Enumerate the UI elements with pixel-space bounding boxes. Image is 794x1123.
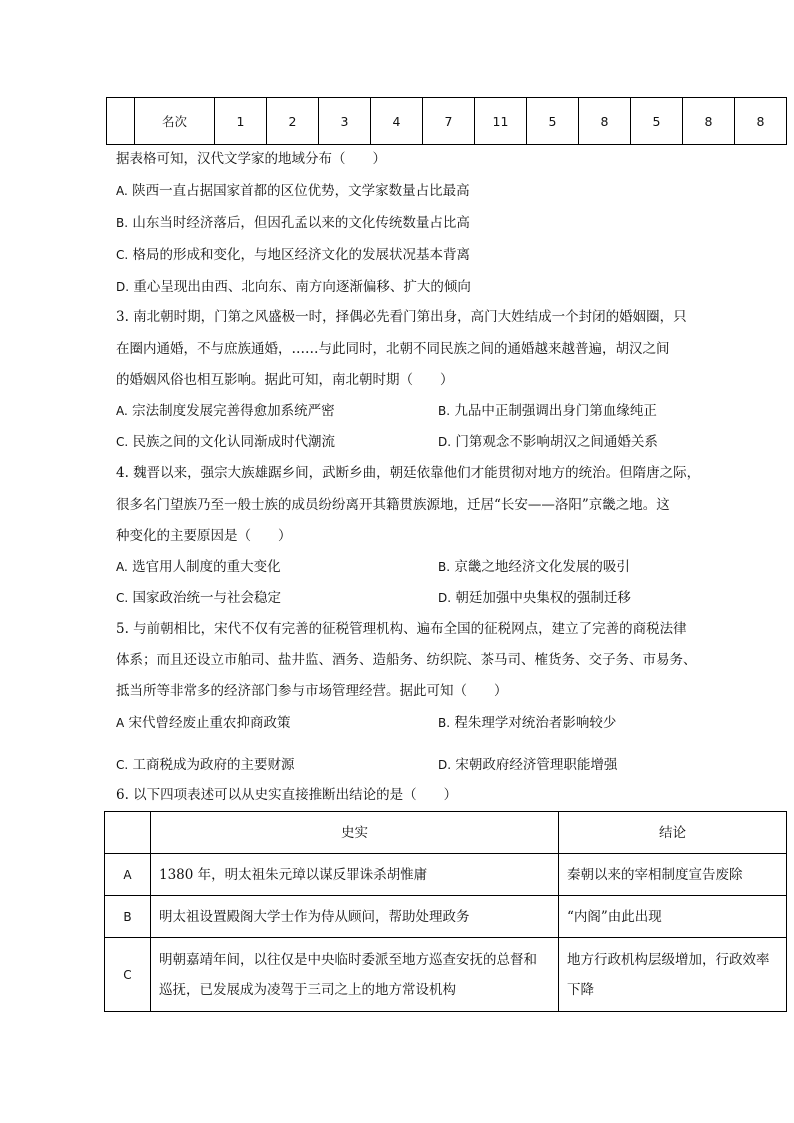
q3-option-b[interactable] <box>438 402 657 420</box>
option-text: 程朱理学对统治者影响较少 <box>454 715 617 731</box>
q4-stem-line: 很多名门望族乃至一般士族的成员纷纷离开其籍贯族源地，迁居“长安——洛阳”京畿之地。这 <box>116 497 670 513</box>
option-text: 宋代曾经废止重农抑商政策 <box>128 715 291 731</box>
option-text: 国家政治统一与社会稳定 <box>132 590 281 606</box>
option-text: 门第观念不影响胡汉之间通婚关系 <box>455 434 658 450</box>
q4-option-c[interactable] <box>116 589 281 607</box>
q5-option-b[interactable] <box>438 714 616 732</box>
q3-option-d[interactable] <box>438 433 658 451</box>
table-cell-empty <box>105 812 151 854</box>
option-text: 京畿之地经济文化发展的吸引 <box>454 559 630 575</box>
row-key: C <box>105 938 151 1012</box>
option-letter: C. <box>116 591 129 605</box>
option-text: 宗法制度发展完善得愈加系统严密 <box>132 403 335 419</box>
table-header-row <box>105 812 787 854</box>
rank-label: 名次 <box>135 98 215 145</box>
option-text: 宋朝政府经济管理职能增强 <box>455 757 618 773</box>
option-text: 陕西一直占据国家首都的区位优势，文学家数量占比最高 <box>132 183 470 199</box>
rank-value: 5 <box>631 98 683 145</box>
rank-value: 8 <box>579 98 631 145</box>
q2-stem: 据表格可知，汉代文学家的地域分布（ ） <box>116 151 386 167</box>
rank-value: 11 <box>475 98 527 145</box>
option-letter: B. <box>438 716 451 730</box>
row-conclusion: “内阁”由此出现 <box>559 896 787 938</box>
row-conclusion-line: 下降 <box>567 981 594 998</box>
rank-value: 1 <box>215 98 267 145</box>
header-fact: 史实 <box>151 812 559 854</box>
q5-option-c[interactable] <box>116 756 295 774</box>
option-letter: D. <box>438 435 452 449</box>
option-letter: C. <box>116 435 129 449</box>
q2-option-c[interactable] <box>116 246 470 264</box>
row-conclusion <box>559 938 787 1012</box>
table-row[interactable] <box>105 896 787 938</box>
q4-stem-line: 4. 魏晋以来，强宗大族雄踞乡间，武断乡曲，朝廷依靠他们才能贯彻对地方的统治。但隋唐之际， <box>116 465 701 481</box>
rank-value: 2 <box>267 98 319 145</box>
option-letter: B. <box>116 216 129 230</box>
q5-stem-line: 5. 与前朝相比，宋代不仅有完善的征税管理机构、遍布全国的征税网点，建立了完善的商税法律 <box>116 621 687 637</box>
row-conclusion-line: 地方行政机构层级增加，行政效率 <box>567 951 770 968</box>
rank-value: 4 <box>371 98 423 145</box>
q2-option-a[interactable] <box>116 182 470 200</box>
option-letter: C. <box>116 758 129 772</box>
q3-stem-line: 3. 南北朝时期，门第之风盛极一时，择偶必先看门第出身，高门大姓结成一个封闭的婚姻圈，只 <box>116 309 687 325</box>
rank-value: 8 <box>683 98 735 145</box>
row-fact: 明太祖设置殿阁大学士作为侍从顾问，帮助处理政务 <box>151 896 559 938</box>
q4-stem-line: 种变化的主要原因是（ ） <box>116 528 292 544</box>
row-fact-line: 明朝嘉靖年间，以往仅是中央临时委派至地方巡查安抚的总督和 <box>159 951 537 968</box>
q3-stem-line: 的婚姻风俗也相互影响。据此可知，南北朝时期（ ） <box>116 372 454 388</box>
option-letter: B. <box>438 404 451 418</box>
table-cell-empty <box>107 98 135 145</box>
option-letter: C. <box>116 248 129 262</box>
q4-option-b[interactable] <box>438 558 630 576</box>
row-key: A <box>105 854 151 896</box>
q6-table <box>104 811 787 1012</box>
rank-value: 7 <box>423 98 475 145</box>
q3-option-a[interactable] <box>116 402 335 420</box>
option-letter: A. <box>116 560 128 574</box>
rank-value: 3 <box>319 98 371 145</box>
rank-value: 8 <box>735 98 787 145</box>
option-letter: D. <box>116 280 130 294</box>
q5-option-a[interactable] <box>116 714 291 732</box>
option-letter: B. <box>438 560 451 574</box>
option-letter: A. <box>116 184 128 198</box>
q5-stem-line: 体系；而且还设立市舶司、盐井监、酒务、造船务、纺织院、茶马司、榷货务、交子务、市易务、 <box>116 652 697 668</box>
option-text: 山东当时经济落后，但因孔孟以来的文化传统数量占比高 <box>132 215 470 231</box>
option-text: 民族之间的文化认同渐成时代潮流 <box>132 434 335 450</box>
rank-value: 5 <box>527 98 579 145</box>
option-text: 工商税成为政府的主要财源 <box>132 757 295 773</box>
option-letter: D. <box>438 758 452 772</box>
option-text: 格局的形成和变化，与地区经济文化的发展状况基本背离 <box>132 247 470 263</box>
table-row[interactable] <box>105 938 787 1012</box>
q4-option-a[interactable] <box>116 558 281 576</box>
option-letter: D. <box>438 591 452 605</box>
row-fact <box>151 938 559 1012</box>
option-text: 朝廷加强中央集权的强制迁移 <box>455 590 631 606</box>
option-text: 选官用人制度的重大变化 <box>132 559 281 575</box>
q2-option-b[interactable] <box>116 214 470 232</box>
q6-stem: 6. 以下四项表述可以从史实直接推断出结论的是（ ） <box>116 787 458 803</box>
option-text: 重心呈现出由西、北向东、南方向逐渐偏移、扩大的倾向 <box>133 279 471 295</box>
q5-stem-line: 抵当所等非常多的经济部门参与市场管理经营。据此可知（ ） <box>116 683 508 699</box>
row-fact: 1380 年，明太祖朱元璋以谋反罪诛杀胡惟庸 <box>151 854 559 896</box>
option-letter: A. <box>116 404 128 418</box>
row-conclusion: 秦朝以来的宰相制度宣告废除 <box>559 854 787 896</box>
table-row[interactable] <box>105 854 787 896</box>
header-conclusion: 结论 <box>559 812 787 854</box>
q4-option-d[interactable] <box>438 589 631 607</box>
row-key: B <box>105 896 151 938</box>
q3-stem-line: 在圈内通婚，不与庶族通婚，……与此同时，北朝不同民族之间的通婚越来越普遍，胡汉之间 <box>116 341 670 357</box>
option-text: 九品中正制强调出身门第血缘纯正 <box>454 403 657 419</box>
q5-option-d[interactable] <box>438 756 617 774</box>
row-fact-line: 巡抚，已发展成为凌驾于三司之上的地方常设机构 <box>159 981 456 998</box>
option-letter: A <box>116 716 125 730</box>
rank-table <box>106 97 787 145</box>
rank-row <box>107 98 787 145</box>
q2-option-d[interactable] <box>116 278 471 296</box>
q3-option-c[interactable] <box>116 433 335 451</box>
